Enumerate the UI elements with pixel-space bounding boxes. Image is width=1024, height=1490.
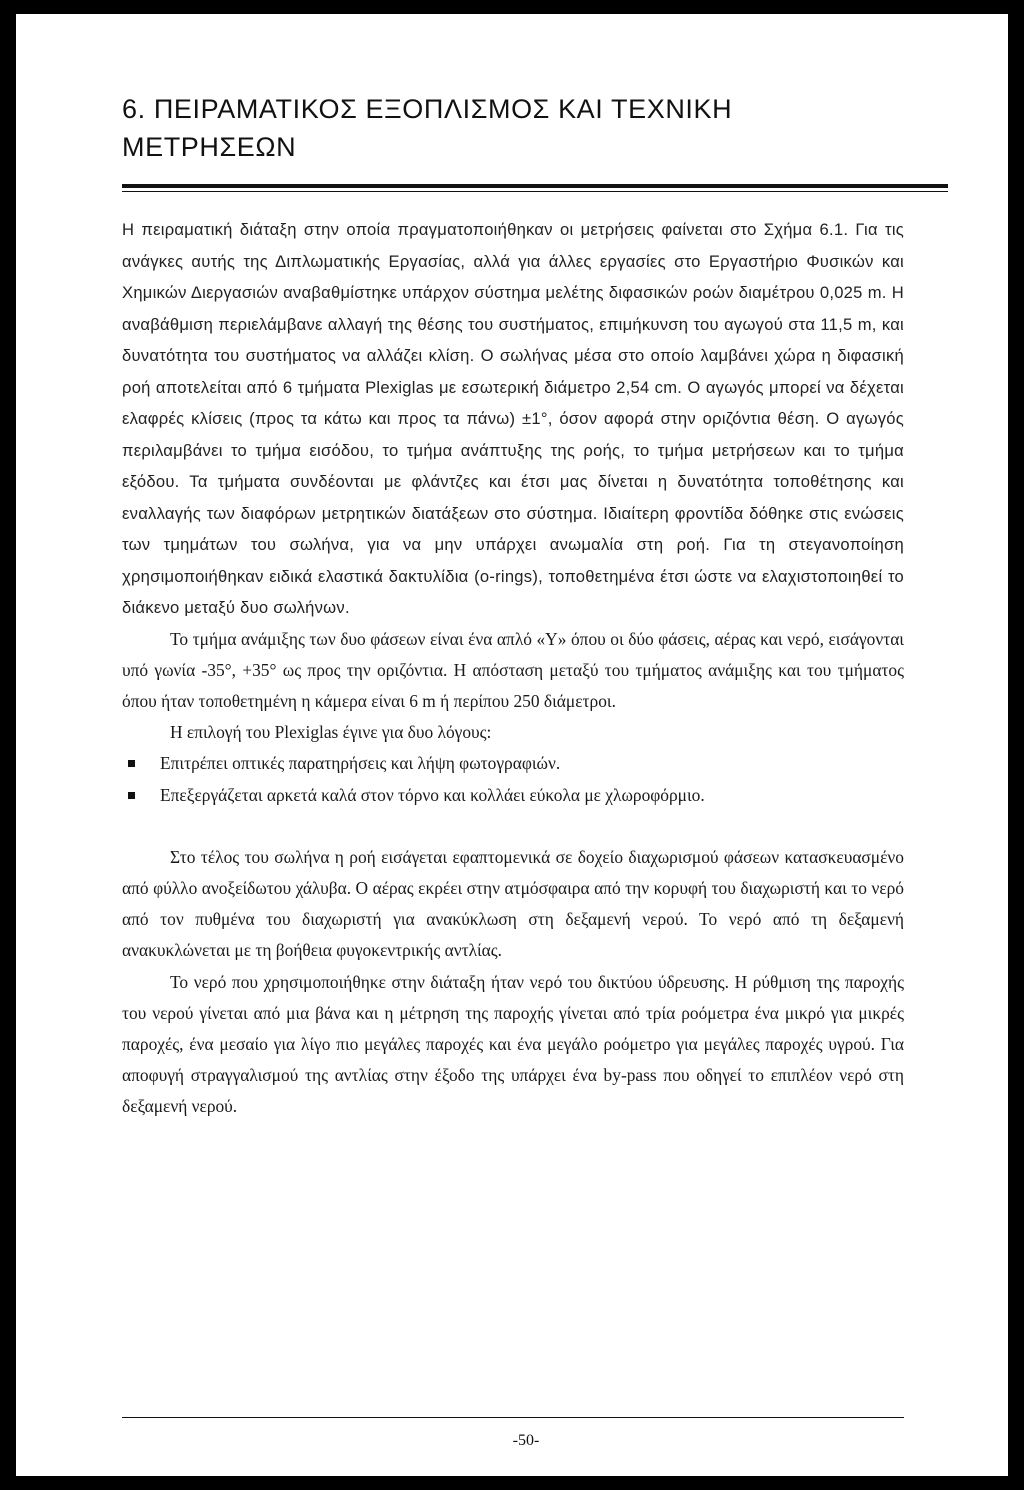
paragraph-setup: Η πειραματική διάταξη στην οποία πραγματοποιήθηκαν οι μετρήσεις φαίνεται στο Σχήμα 6.1. Για τις ανάγκες αυτής της Διπλωματικής Εργασίας, αλλά για άλλες εργασίες στο Εργαστήριο Φυσικών και Χημικών Διεργασιών αναβαθμίστηκε υπάρχον σύστημα μελέτης διφασικών ροών διαμέτρου 0,025 m. Η αναβάθμιση περιελάμβανε αλλαγή της θέσης του συστήματος, επιμήκυνση του αγωγού στα 11,5 m, και δυνατότητα του συστήματος να αλλάζει κλίση. Ο σωλήνας μέσα στο οποίο λαμβάνει χώρα η διφασική ροή αποτελείται από 6 τμήματα Plexiglas με εσωτερική διάμετρο 2,54 cm. Ο αγωγός μπορεί να δέχεται ελαφρές κλίσεις (προς τα κάτω και προς τα πάνω) ±1°, όσον αφορά στην οριζόντια θέση. Ο αγωγός περιλαμβάνει το τμήμα εισόδου, το τμήμα ανάπτυξης της ροής, το τμήμα μετρήσεων και το τμήμα εξόδου. Τα τμήματα συνδέονται με φλάντζες και έτσι μας δίνεται η δυνατότητα τοποθέτησης και εναλλαγής των διαφόρων μετρητικών διατάξεων στο σύστημα. Ιδιαίτερη φροντίδα δόθηκε στις ενώσεις των τμημάτων του σωλήνα, για να μην υπάρχει ανωμαλία στη ροή. Για τη στεγανοποίηση χρησιμοποιήθηκαν ειδικά ελαστικά δακτυλίδια (o-rings), τοποθετημένα έτσι ώστε να ελαχιστοποιηθεί το διάκενο μεταξύ δυο σωλήνων. bbox=[122, 220, 904, 617]
chapter-heading-line-2: ΜΕΤΡΗΣΕΩΝ bbox=[122, 132, 297, 162]
chapter-heading bbox=[122, 90, 942, 166]
document-page bbox=[16, 14, 1008, 1476]
paragraph-water-supply: Το νερό που χρησιμοποιήθηκε στην διάταξη ήταν νερό του δικτύου ύδρευσης. Η ρύθμιση της παροχής του νερού γίνεται από μια βάνα και η μέτρηση της παροχής γίνεται από τρία ροόμετρα ένα μικρό για μικρές παροχές, ένα μεσαίο για λίγο πιο μεγάλες παροχές και ένα μεγάλο ροόμετρο για μεγάλες παροχές υγρού. Για αποφυγή στραγγαλισμού της αντλίας στην έξοδο της υπάρχει ένα by-pass που οδηγεί το επιπλέον νερό στη δεξαμενή νερού. bbox=[122, 971, 904, 1117]
heading-divider-thin bbox=[122, 191, 948, 192]
list-item-text: Επεξεργάζεται αρκετά καλά στον τόρνο και κολλάει εύκολα με χλωροφόρμιο. bbox=[160, 784, 705, 805]
chapter-heading-line-1: 6. ΠΕΙΡΑΜΑΤΙΚΟΣ ΕΞΟΠΛΙΣΜΟΣ ΚΑΙ ΤΕΧΝΙΚΗ bbox=[122, 94, 733, 124]
page-number: -50- bbox=[512, 1432, 540, 1449]
list-item bbox=[122, 748, 904, 779]
paragraph-plexiglas-reasons: Η επιλογή του Plexiglas έγινε για δυο λόγους: bbox=[170, 722, 492, 743]
body-text bbox=[122, 214, 904, 1123]
list-item-text: Επιτρέπει οπτικές παρατηρήσεις και λήψη φωτογραφιών. bbox=[160, 753, 561, 774]
paragraph-separator: Στο τέλος του σωλήνα η ροή εισάγεται εφαπτομενικά σε δοχείο διαχωρισμού φάσεων κατασκευασμένο από φύλλο ανοξείδωτου χάλυβα. Ο αέρας εκρέει στην ατμόσφαιρα από την κορυφή του διαχωριστή και το νερό από τον πυθμένα του διαχωριστή για ανακύκλωση στη δεξαμενή νερού. Το νερό από τη δεξαμενή ανακυκλώνεται με τη βοήθεια φυγοκεντρικής αντλίας. bbox=[122, 846, 904, 961]
reasons-list bbox=[122, 748, 904, 810]
square-bullet-icon bbox=[128, 792, 135, 799]
heading-divider-thick bbox=[122, 184, 948, 188]
spacer bbox=[122, 811, 904, 842]
square-bullet-icon bbox=[128, 760, 135, 767]
list-item bbox=[122, 780, 904, 811]
footer-divider bbox=[122, 1417, 904, 1418]
paragraph-mixing-section: Το τμήμα ανάμιξης των δυο φάσεων είναι ένα απλό «Υ» όπου οι δύο φάσεις, αέρας και νερό, εισάγονται υπό γωνία -35°, +35° ως προς την οριζόντια. Η απόσταση μεταξύ του τμήματος ανάμιξης και του τμήματος όπου ήταν τοποθετημένη η κάμερα είναι 6 m ή περίπου 250 διάμετροι. bbox=[122, 628, 904, 711]
